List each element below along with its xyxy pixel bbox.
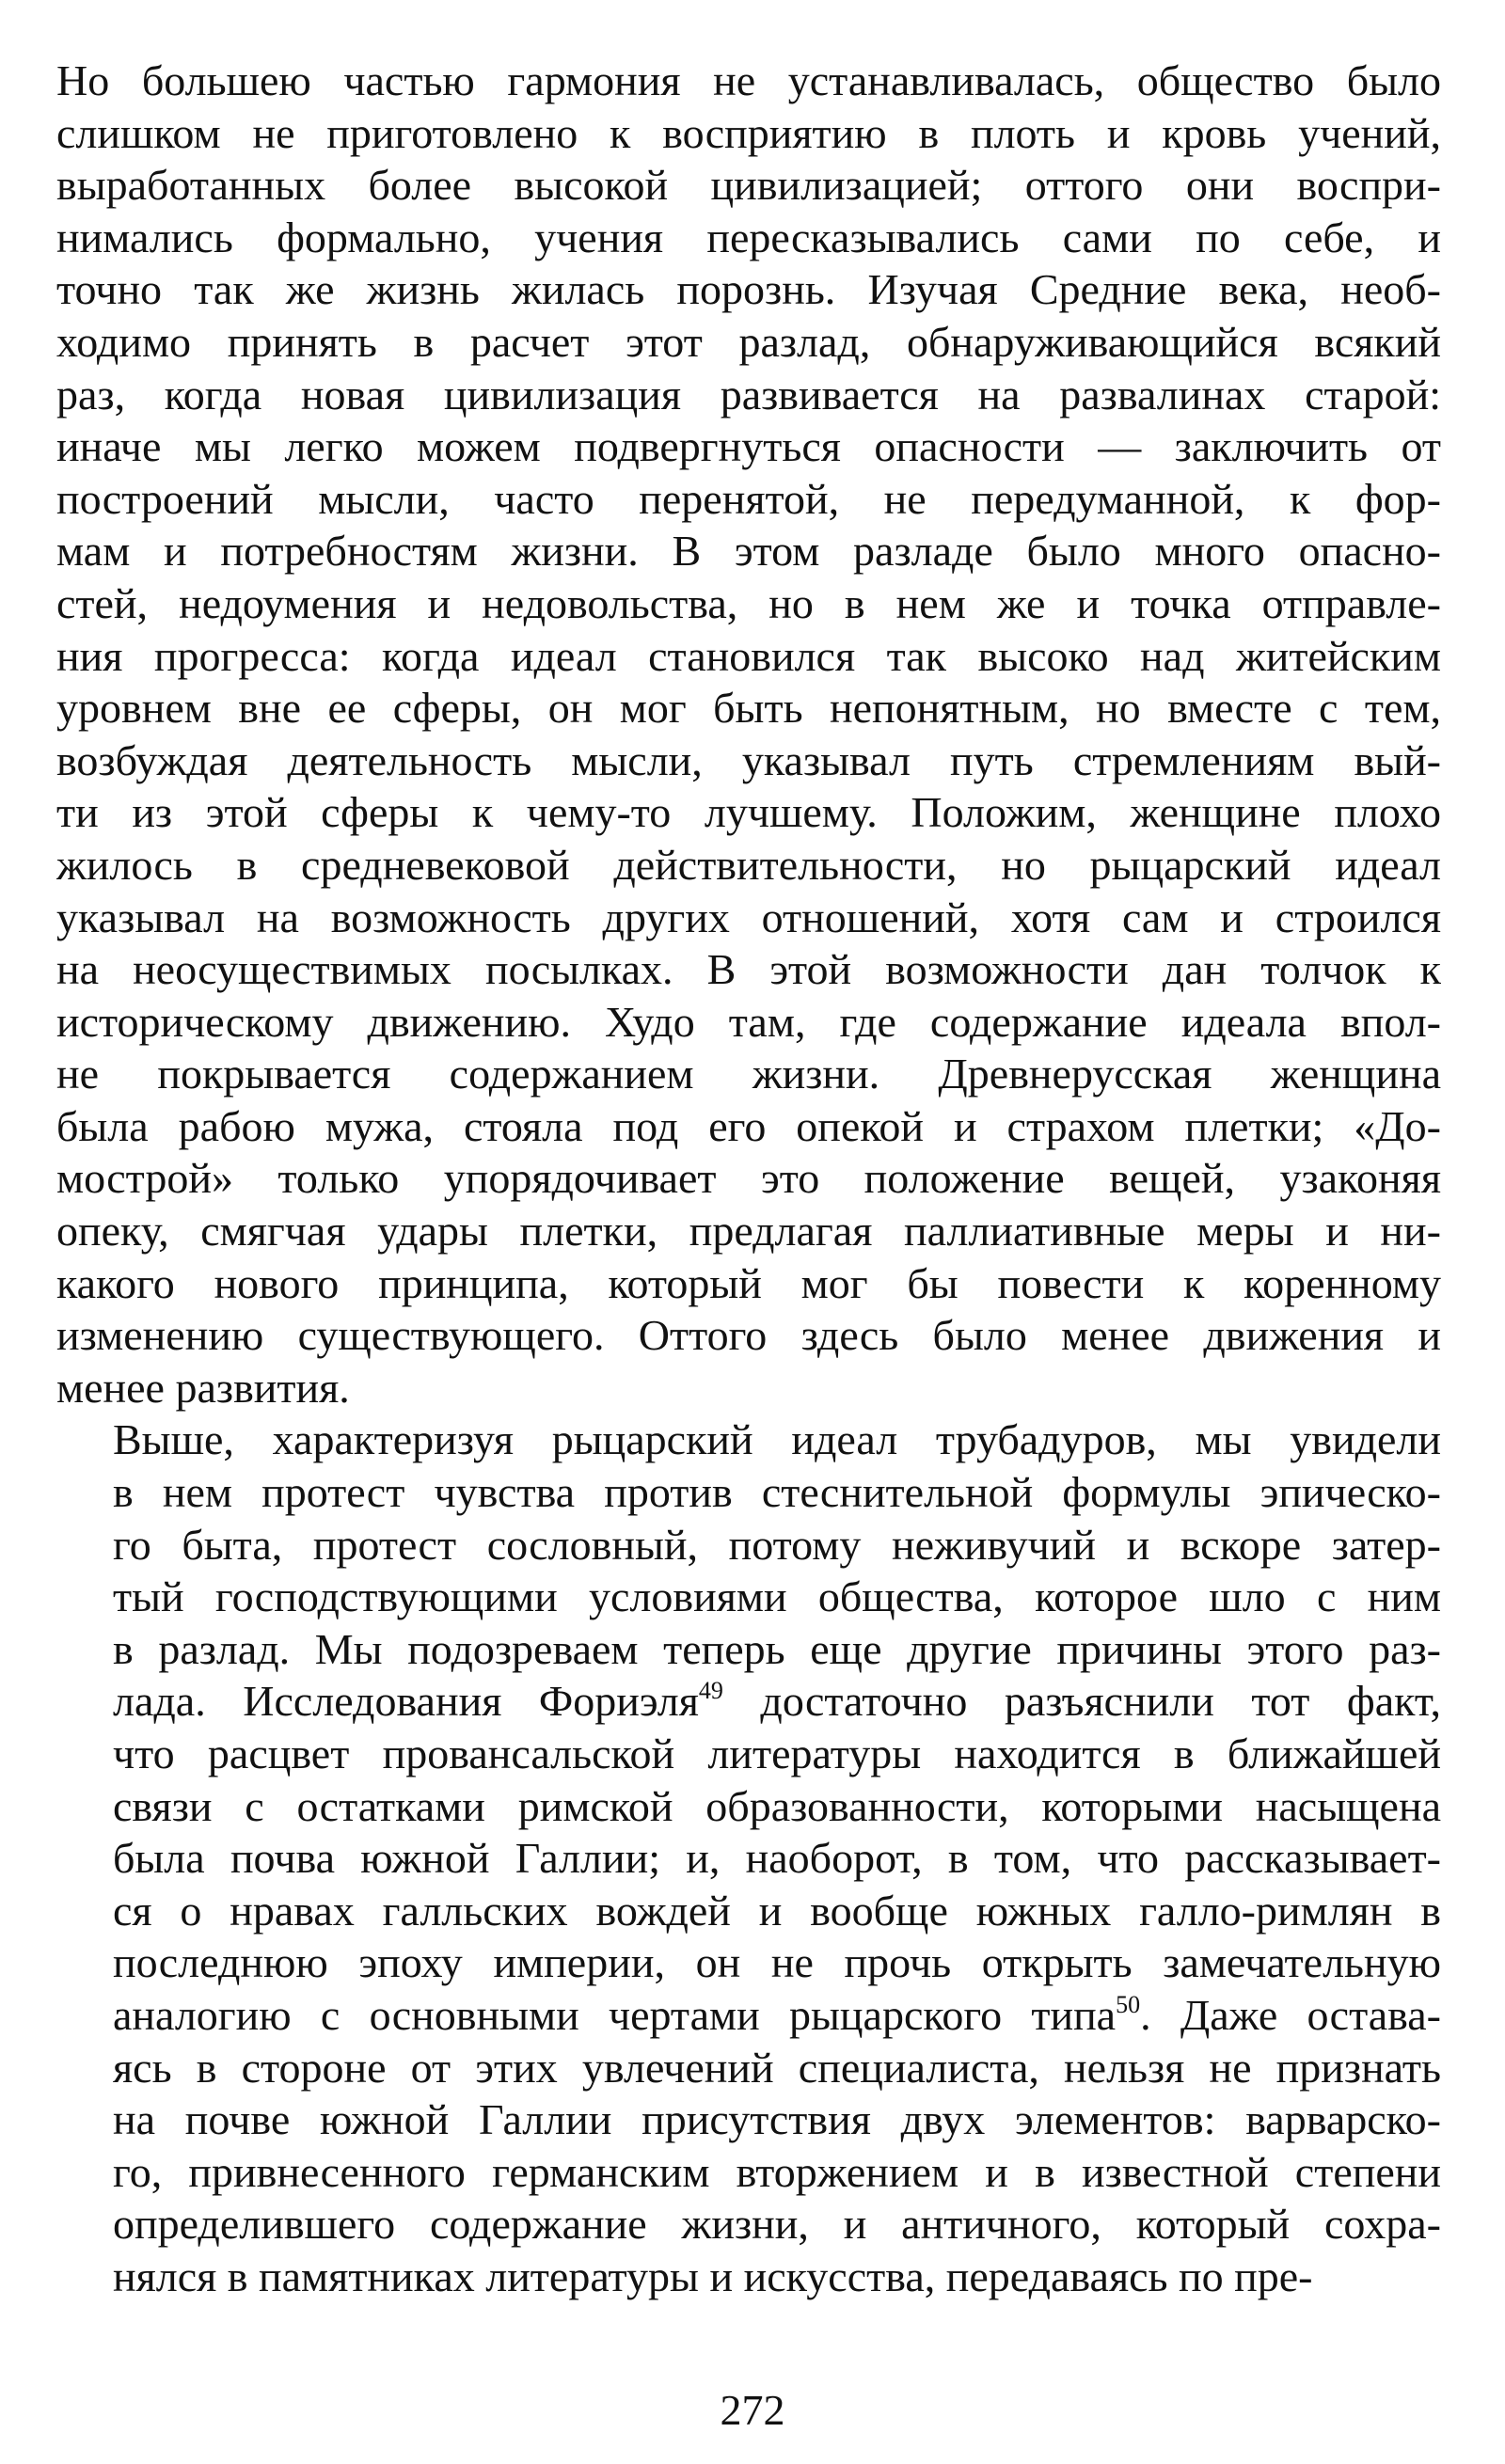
- text-line: слишком не приготовлено к восприятию в плоть и кровь учений,: [56, 108, 1441, 157]
- text-line: ния прогресса: когда идеал становился так высоко над житейским: [56, 631, 1441, 680]
- page-body: [56, 55, 1441, 2303]
- page-number: 272: [720, 2386, 785, 2434]
- text-line: мам и потребностям жизни. В этом разладе было много опасно-: [56, 527, 1441, 576]
- text-line: построений мысли, часто перенятой, не передуманной, к фор-: [56, 474, 1441, 523]
- text-line: ся о нравах галльских вождей и вообще южных галло-римлян в: [113, 1886, 1441, 1935]
- text-line: уровнем вне ее сферы, он мог быть непонятным, но вместе с тем,: [56, 684, 1441, 733]
- text-line: нимались формально, учения пересказывались сами по себе, и: [56, 213, 1441, 261]
- text-line: определившего содержание жизни, и античного, который сохра-: [113, 2200, 1441, 2249]
- text-line: последнюю эпоху империи, он не прочь открыть замечательную: [113, 1938, 1441, 1987]
- text-line: нялся в памятниках литературы и искусства, передаваясь по пре-: [113, 2251, 1313, 2300]
- text-line: менее развития.: [56, 1363, 350, 1412]
- text-line: ти из этой сферы к чему-то лучшему. Положим, женщине плохо: [56, 788, 1441, 837]
- text-line: на неосуществимых посылках. В этой возможности дан толчок к: [56, 945, 1441, 994]
- text-line: аналогию с основными чертами рыцарского типа$^{50}$. Даже остава-: [113, 1990, 1441, 2039]
- text-line: была рабою мужа, стояла под его опекой и страхом плетки; «До-: [56, 1101, 1441, 1150]
- text-line: иначе мы легко можем подвергнуться опасности — заключить от: [56, 422, 1441, 471]
- text-line: стей, недоумения и недовольства, но в нем же и точка отправле-: [56, 578, 1441, 627]
- text-line: точно так же жизнь жилась порознь. Изучая Средние века, необ-: [56, 265, 1441, 314]
- text-line: была почва южной Галлии; и, наоборот, в том, что рассказывает-: [113, 1834, 1441, 1883]
- paragraph: [56, 1414, 1441, 2302]
- text-line: в разлад. Мы подозреваем теперь еще другие причины этого раз-: [113, 1624, 1441, 1673]
- text-line: ясь в стороне от этих увлечений специалиста, нельзя не признать: [113, 2043, 1441, 2092]
- footnote-ref: 50: [1116, 1990, 1141, 2018]
- text-line: лада. Исследования Фориэля$^{49}$ достаточно разъяснили тот факт,: [113, 1677, 1441, 1726]
- text-line: что расцвет провансальской литературы находится в ближайшей: [113, 1730, 1441, 1777]
- text-line: го быта, протест сословный, потому неживучий и вскоре затер-: [113, 1520, 1441, 1569]
- text-line: на почве южной Галлии присутствия двух элементов: варварско-: [113, 2095, 1441, 2144]
- text-line: тый господствующими условиями общества, которое шло с ним: [113, 1572, 1441, 1621]
- text-line: какого нового принципа, который мог бы повести к коренному: [56, 1258, 1441, 1307]
- paragraph: [56, 55, 1441, 1414]
- text-line: историческому движению. Худо там, где содержание идеала впол-: [56, 997, 1441, 1046]
- text-line: Но большею частью гармония не устанавливалась, общество было: [56, 56, 1441, 104]
- text-line: го, привнесенного германским вторжением и в известной степени: [113, 2147, 1441, 2196]
- text-line: выработанных более высокой цивилизацией; оттого они воспри-: [56, 161, 1441, 210]
- text-line: указывал на возможность других отношений, хотя сам и строился: [56, 892, 1441, 941]
- footnote-ref: 49: [698, 1677, 723, 1705]
- text-line: ходимо принять в расчет этот разлад, обнаруживающийся всякий: [56, 317, 1441, 366]
- text-line: возбуждая деятельность мысли, указывал путь стремлениям вый-: [56, 735, 1441, 784]
- text-line: изменению существующего. Оттого здесь было менее движения и: [56, 1311, 1441, 1360]
- text-line: опеку, смягчая удары плетки, предлагая паллиативные меры и ни-: [56, 1207, 1441, 1256]
- text-line: мострой» только упорядочивает это положение вещей, узаконяя: [56, 1154, 1441, 1203]
- text-line: в нем протест чувства против стеснительной формулы эпическо-: [113, 1468, 1441, 1517]
- text-line: раз, когда новая цивилизация развивается на развалинах старой:: [56, 370, 1441, 419]
- text-line: не покрывается содержанием жизни. Древнерусская женщина: [56, 1050, 1441, 1098]
- text-line: жилось в средневековой действительности, но рыцарский идеал: [56, 840, 1441, 889]
- text-line: связи с остатками римской образованности, которыми насыщена: [113, 1781, 1441, 1830]
- text-line: Выше, характеризуя рыцарский идеал трубадуров, мы увидели: [113, 1415, 1441, 1464]
